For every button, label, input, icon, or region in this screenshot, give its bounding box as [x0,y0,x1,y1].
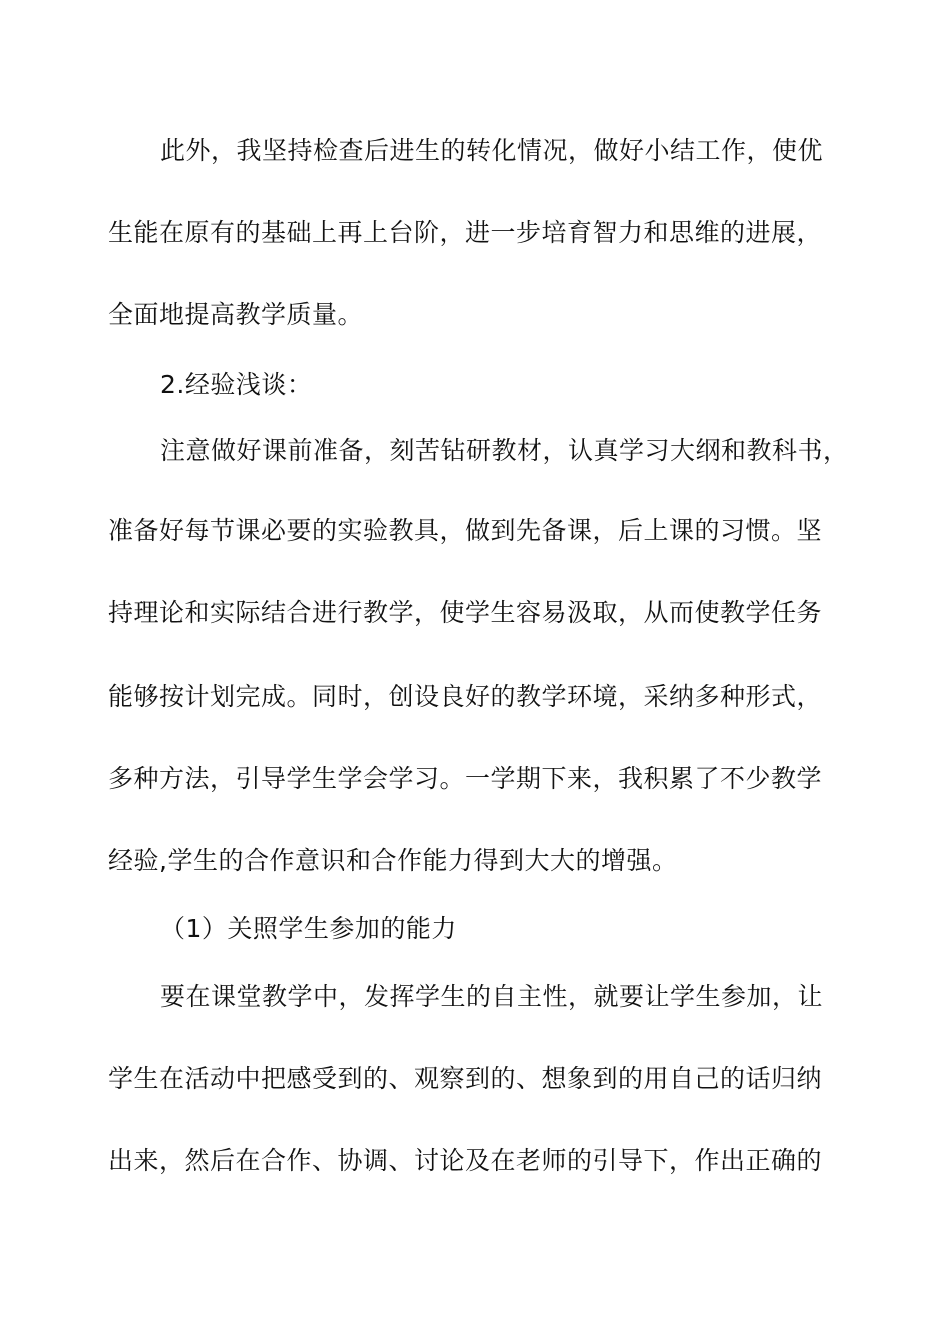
subsection-heading: （1）关照学生参加的能力 [160,914,457,943]
paragraph-line: 学生在活动中把感受到的、观察到的、想象到的用自己的话归纳 [108,1064,823,1093]
paragraph-line: 持理论和实际结合进行教学，使学生容易汲取，从而使教学任务 [108,598,823,627]
paragraph-line: 生能在原有的基础上再上台阶，进一步培育智力和思维的进展， [108,218,823,247]
paragraph-line: 全面地提高教学质量。 [108,300,364,329]
paragraph-line: 注意做好课前准备，刻苦钻研教材，认真学习大纲和教科书， [160,436,849,465]
paragraph-line: 经验,学生的合作意识和合作能力得到大大的增强。 [108,846,678,875]
section-heading: 2.经验浅谈： [160,370,313,399]
paragraph-line: 要在课堂教学中，发挥学生的自主性，就要让学生参加，让 [160,982,824,1011]
paragraph-line: 此外，我坚持检查后进生的转化情况，做好小结工作，使优 [160,136,824,165]
paragraph-line: 准备好每节课必要的实验教具，做到先备课，后上课的习惯。坚 [108,516,823,545]
paragraph-line: 能够按计划完成。同时，创设良好的教学环境，采纳多种形式， [108,682,823,711]
paragraph-line: 多种方法，引导学生学会学习。一学期下来，我积累了不少教学 [108,764,823,793]
paragraph-line: 出来，然后在合作、协调、讨论及在老师的引导下，作出正确的 [108,1146,823,1175]
